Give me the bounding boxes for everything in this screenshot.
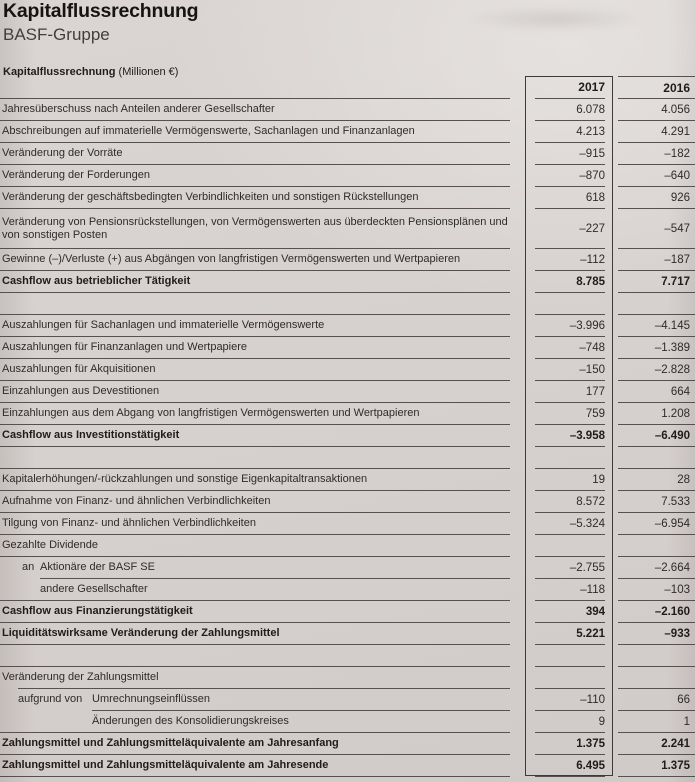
table-row [0,186,695,208]
row-label-text: Cashflow aus Finanzierungstätigkeit [2,605,193,617]
value-2016: –187 [618,248,695,270]
value-2016: –182 [618,142,695,164]
row-label [18,688,510,710]
row-label [0,754,510,776]
bottom-rule-label [0,776,510,777]
value-2017: –870 [535,164,605,186]
value-2016: 2.241 [618,732,695,754]
row-label-prefix: aufgrund von [18,693,83,705]
value-2017 [535,534,605,556]
value-2016: 1 [618,710,695,732]
row-label-text: Veränderung der Forderungen [2,169,150,181]
value-2016: 664 [618,380,695,402]
value-2017 [535,644,605,666]
value-2017: –915 [535,142,605,164]
value-2017: –3.996 [535,314,605,336]
row-label [0,142,510,164]
table-row [0,512,695,534]
row-label [0,622,510,644]
row-label-text: Auszahlungen für Akquisitionen [2,363,156,375]
value-2016: –2.828 [618,358,695,380]
table-row [0,120,695,142]
value-2017: 6.078 [535,98,605,120]
value-2017: 759 [535,402,605,424]
table-row [0,666,695,688]
value-2017: –5.324 [535,512,605,534]
row-label-text: Einzahlungen aus Devestitionen [2,385,160,397]
value-2017: 5.221 [535,622,605,644]
table-row [0,248,695,270]
row-label-text: Veränderung der Zahlungsmittel [2,671,159,683]
page-title: Kapitalflussrechnung [3,0,199,22]
row-label-text: Liquiditätswirksame Veränderung der Zahlungsmittel [2,627,280,639]
value-2016: –103 [618,578,695,600]
value-2017: –3.958 [535,424,605,446]
row-label-text: Zahlungsmittel und Zahlungsmitteläquivalente am Jahresanfang [2,737,339,749]
column-header-2017: 2017 [578,80,605,94]
spacer-row [0,446,695,468]
table-row [0,534,695,556]
row-label [92,710,510,732]
value-2017: –2.755 [535,556,605,578]
row-label [0,402,510,424]
table-row [0,402,695,424]
value-2016: 7.717 [618,270,695,292]
value-2016 [618,644,695,666]
value-2017: 8.572 [535,490,605,512]
table-row [0,164,695,186]
row-label-text: Jahresüberschuss nach Anteilen anderer Gesellschafter [2,103,275,115]
row-label [0,556,510,578]
row-label [0,446,510,468]
bottom-rule-2017 [535,776,605,777]
header-label-spacer [0,76,510,98]
row-label [0,120,510,142]
value-2017: –227 [535,208,605,248]
table-row [0,556,695,578]
value-2017: 8.785 [535,270,605,292]
table-row [0,98,695,120]
spacer-row [0,644,695,666]
value-2016: –6.954 [618,512,695,534]
row-label [0,358,510,380]
row-label-text: Cashflow aus Investitionstätigkeit [2,429,180,441]
value-2017: 177 [535,380,605,402]
table-row [0,490,695,512]
table-row [0,424,695,446]
value-2016: –2.664 [618,556,695,578]
value-2016 [618,534,695,556]
table-row [0,314,695,336]
table-row [0,358,695,380]
table-row [0,754,695,776]
value-2016: –6.490 [618,424,695,446]
value-2016: –640 [618,164,695,186]
table-row [0,732,695,754]
row-label [0,314,510,336]
row-label-text: Tilgung von Finanz- und ähnlichen Verbindlichkeiten [2,517,256,529]
value-2016 [618,666,695,688]
value-2017: –110 [535,688,605,710]
row-label [0,98,510,120]
row-label-prefix: an [22,561,35,573]
row-label [0,666,510,688]
row-label-text: andere Gesellschafter [40,583,148,595]
value-2017: 19 [535,468,605,490]
cashflow-table [0,76,695,776]
value-2016: 28 [618,468,695,490]
table-row [0,578,695,600]
row-label-text: Aktionäre der BASF SE [40,561,155,573]
value-2016 [618,292,695,314]
row-label [0,270,510,292]
value-2017: 1.375 [535,732,605,754]
table-header-row [0,76,695,98]
table-row [0,710,695,732]
column-header-2016: 2016 [618,76,695,98]
row-label [0,336,510,358]
value-2016: 1.208 [618,402,695,424]
table-row [0,270,695,292]
row-label [0,292,510,314]
value-2016: 66 [618,688,695,710]
table-caption-title: Kapitalflussrechnung [3,66,116,78]
bottom-rule-2016 [618,776,695,777]
row-label [0,208,510,248]
value-2016: –4.145 [618,314,695,336]
row-label-text: Auszahlungen für Finanzanlagen und Wertpapiere [2,341,248,353]
table-row [0,336,695,358]
value-2017: 394 [535,600,605,622]
row-label-text: Zahlungsmittel und Zahlungsmitteläquivalente am Jahresende [2,759,329,771]
value-2016: 4.056 [618,98,695,120]
value-2016: –2.160 [618,600,695,622]
spacer-row [0,292,695,314]
row-label-text: Abschreibungen auf immaterielle Vermögenswerte, Sachanlagen und Finanzanlagen [2,125,415,137]
value-2016: 1.375 [618,754,695,776]
row-label [0,490,510,512]
row-label [0,164,510,186]
value-2016: 7.533 [618,490,695,512]
row-label-text: Umrechnungseinflüssen [92,693,211,705]
row-label-text: Einzahlungen aus dem Abgang von langfristigen Vermögenswerten und Wertpapieren [2,407,420,419]
value-2017: –118 [535,578,605,600]
table-caption-unit: (Millionen €) [118,66,179,78]
row-label-text: Auszahlungen für Sachanlagen und immaterielle Vermögenswerte [2,319,325,331]
value-2016: 926 [618,186,695,208]
value-2017: –112 [535,248,605,270]
row-label-text: Cashflow aus betrieblicher Tätigkeit [2,275,191,287]
value-2017: –150 [535,358,605,380]
table-row [0,380,695,402]
row-label [0,380,510,402]
value-2017 [535,446,605,468]
value-2016 [618,446,695,468]
row-label [0,512,510,534]
value-2016: –1.389 [618,336,695,358]
row-label-text: Aufnahme von Finanz- und ähnlichen Verbindlichkeiten [2,495,271,507]
row-label [0,468,510,490]
row-label [0,732,510,754]
table-row [0,600,695,622]
row-label-text: Veränderung von Pensionsrückstellungen, von Vermögenswerten aus überdeckten Pensionsplänen und von sonstigen Posten [2,215,508,241]
value-2016: –547 [618,208,695,248]
row-label [0,600,510,622]
row-label [0,534,510,556]
row-label-text: Gewinne (–)/Verluste (+) aus Abgängen von langfristigen Vermögenswerten und Wertpapieren [2,253,461,265]
value-2017: –748 [535,336,605,358]
value-2017: 9 [535,710,605,732]
table-row [0,468,695,490]
table-row [0,622,695,644]
page-showthrough [465,6,645,32]
value-2016: –933 [618,622,695,644]
table-row [0,688,695,710]
value-2016: 4.291 [618,120,695,142]
value-2017: 4.213 [535,120,605,142]
row-label-text: Änderungen des Konsolidierungskreises [92,715,289,727]
row-label-text: Veränderung der Vorräte [2,147,123,159]
row-label [0,644,510,666]
row-label-text: Veränderung der geschäftsbedingten Verbindlichkeiten und sonstigen Rückstellungen [2,191,419,203]
table-row [0,208,695,248]
value-2017 [535,666,605,688]
value-2017: 6.495 [535,754,605,776]
row-label [40,578,510,600]
page-subtitle: BASF-Gruppe [3,25,110,44]
table-row [0,142,695,164]
row-label-text: Kapitalerhöhungen/-rückzahlungen und sonstige Eigenkapitaltransaktionen [2,473,368,485]
row-label-text: Gezahlte Dividende [2,539,99,551]
row-label [0,248,510,270]
row-label [0,424,510,446]
value-2017 [535,292,605,314]
value-2017: 618 [535,186,605,208]
row-label [0,186,510,208]
